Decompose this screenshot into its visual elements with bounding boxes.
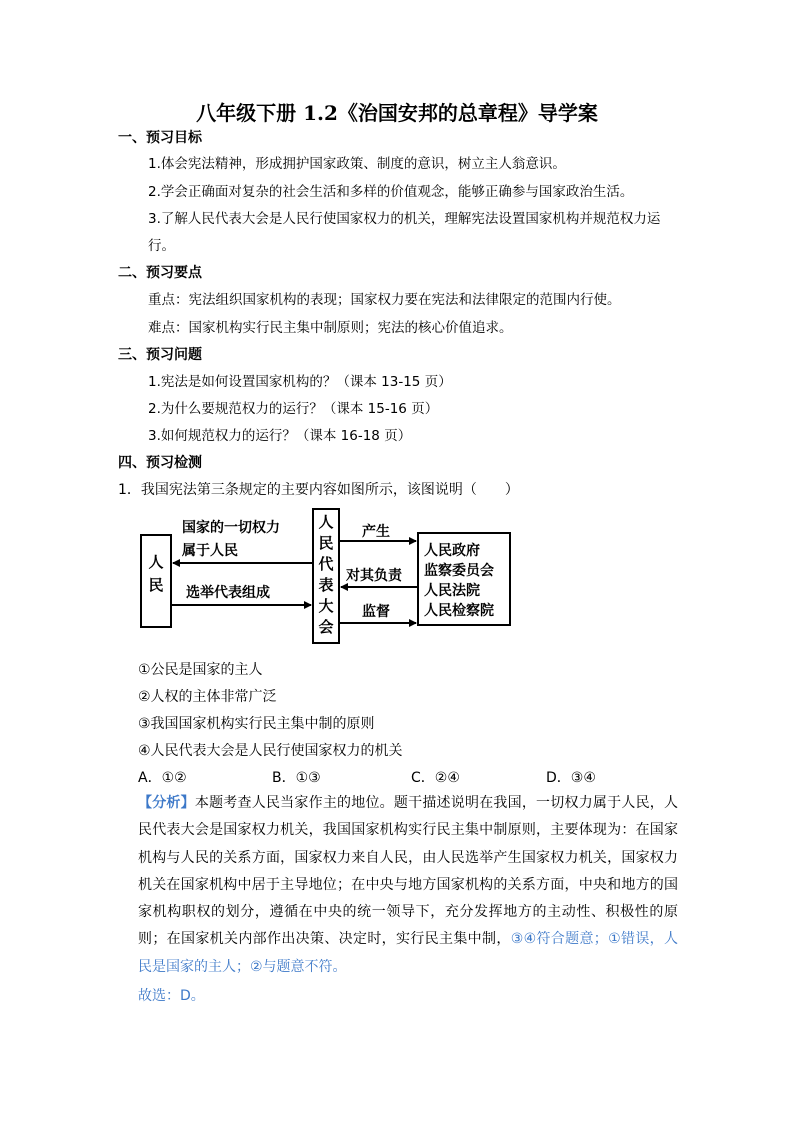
option-item: ①公民是国家的主人	[138, 662, 263, 678]
organ-label: 监察委员会	[424, 563, 494, 579]
section-heading-keypoints: 二、预习要点	[118, 265, 202, 281]
organ-label: 人民法院	[424, 583, 480, 599]
answer-line: 故选：D。	[138, 988, 205, 1004]
goal-item: 2.学会正确面对复杂的社会生活和多样的价值观念，能够正确参与国家政治生活。	[148, 184, 634, 200]
people-label: 人	[148, 553, 164, 571]
goal-item: 行。	[148, 238, 175, 254]
question-item: 1.宪法是如何设置国家机构的？（课本 13-15 页）	[148, 374, 452, 390]
option-item: ②人权的主体非常广泛	[138, 689, 277, 705]
label-responsible: 对其负责	[346, 568, 402, 584]
organ-label: 人民政府	[424, 543, 480, 559]
constitution-diagram	[136, 505, 514, 645]
analysis-text: 本题考查人民当家作主的地位。题干描述说明在我国，一切权力属于人民，人民代表大会是国家权力机关，我国国家机构实行民主集中制原则，主要体现为：在国家机构与人民的关系方面，国家权力来自人民，由人民选举产生国家权力机关，国家权力机关在国家机构中居于主导地位；在中央与地方国家机构的关系方面，中央和地方的国家机构职权的划分，遵循在中央的统一领导下，充分发挥地方的主动性、积极性的原则；在国家机关内部作出决策、决定时，实行民主集中制，	[138, 795, 679, 948]
keypoint-item: 重点：宪法组织国家机构的表现；国家权力要在宪法和法律限定的范围内行使。	[148, 292, 621, 308]
analysis-tag: 【分析】	[138, 795, 195, 811]
npc-char: 大	[318, 597, 334, 615]
option-item: ④人民代表大会是人民行使国家权力的机关	[138, 743, 403, 759]
people-label: 民	[148, 576, 164, 594]
label-belongs-people: 属于人民	[182, 543, 238, 559]
choice-a: A．①②	[138, 770, 187, 786]
analysis-conclusion: ③④符合题意；①错误，人民是国家的主人；②与题意不符。	[138, 931, 679, 975]
npc-char: 表	[318, 576, 334, 594]
label-all-power: 国家的一切权力	[182, 520, 280, 536]
section-heading-goals: 一、预习目标	[118, 130, 202, 146]
page-title: 八年级下册 1.2《治国安邦的总章程》导学案	[196, 101, 598, 125]
npc-char: 人	[318, 513, 334, 531]
question-item: 3.如何规范权力的运行？（课本 16-18 页）	[148, 428, 412, 444]
analysis-paragraph	[138, 790, 678, 981]
goal-item: 1.体会宪法精神，形成拥护国家政策、制度的意识，树立主人翁意识。	[148, 156, 566, 172]
section-heading-questions: 三、预习问题	[118, 347, 202, 363]
npc-char: 民	[318, 534, 334, 552]
question-item: 2.为什么要规范权力的运行？（课本 15-16 页）	[148, 401, 439, 417]
label-elect: 选举代表组成	[186, 585, 270, 601]
npc-char: 会	[318, 618, 334, 636]
organ-label: 人民检察院	[424, 603, 494, 619]
choice-d: D．③④	[546, 770, 596, 786]
choice-c: C．②④	[411, 770, 460, 786]
choice-b: B．①③	[272, 770, 321, 786]
option-item: ③我国国家机构实行民主集中制的原则	[138, 716, 375, 732]
npc-char: 代	[318, 555, 334, 573]
keypoint-item: 难点：国家机构实行民主集中制原则；宪法的核心价值追求。	[148, 320, 513, 336]
goal-item: 3.了解人民代表大会是人民行使国家权力的机关，理解宪法设置国家机构并规范权力运	[148, 211, 661, 227]
label-supervise: 监督	[362, 604, 390, 620]
question-stem: 1．我国宪法第三条规定的主要内容如图所示，该图说明（ ）	[118, 482, 519, 498]
label-produce: 产生	[362, 524, 390, 540]
section-heading-test: 四、预习检测	[118, 455, 202, 471]
